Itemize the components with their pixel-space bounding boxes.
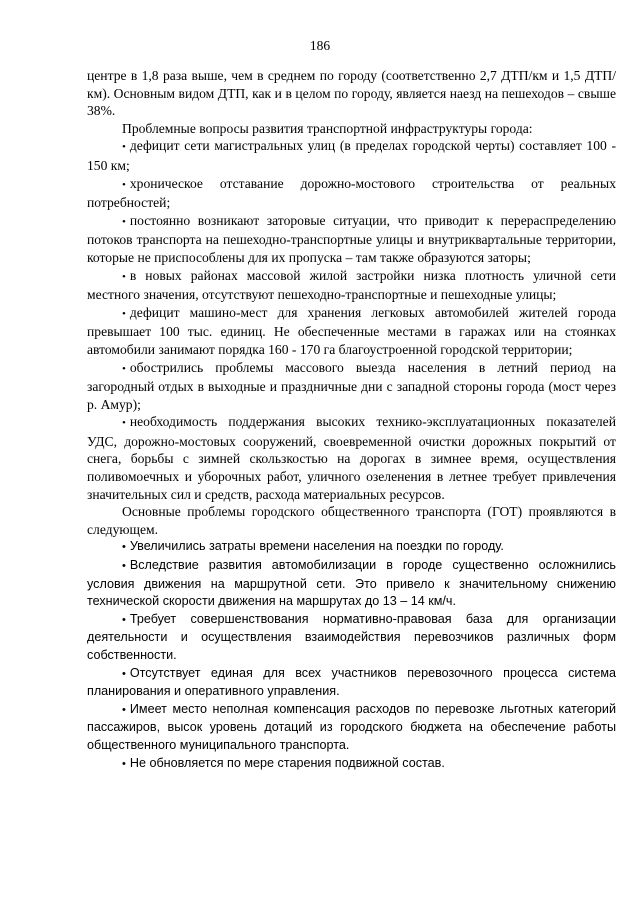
bullet-icon: • [122, 270, 126, 283]
bullet-icon: • [122, 560, 126, 573]
list-item-text: постоянно возникают заторовые ситуации, что приводит к перераспределению потоков транспорта на пешеходно-транспортные улицы и внутриквартальные территории, которые не приспособлены для их пропуска – там также образуются заторы; [87, 212, 616, 265]
list-item-text: хроническое отставание дорожно-мостового строительства от реальных потребностей; [87, 175, 616, 211]
list-item-text: в новых районах массовой жилой застройки низка плотность уличной сети местного значения, отсутствуют пешеходно-транспортные и пешеходные улицы; [87, 267, 616, 303]
got-item-1 [87, 538, 616, 557]
list-item-text: Требует совершенствования нормативно-правовая база для организации деятельности и осуществления взаимодействия перевозчиков различных форм собственности. [87, 611, 616, 662]
bullet-icon: • [122, 757, 126, 770]
bullet-icon: • [122, 362, 126, 375]
bullet-icon: • [122, 667, 126, 680]
infra-item-5 [87, 304, 616, 359]
bullet-icon: • [122, 417, 126, 430]
bullet-icon: • [122, 541, 126, 554]
list-item-text: Имеет место неполная компенсация расходов по перевозке льготных категорий пассажиров, высок уровень дотаций из городского бюджета на обеспечение работы общественного муниципального транспорта. [87, 701, 616, 752]
infra-item-2 [87, 175, 616, 212]
got-item-2 [87, 557, 616, 611]
bullet-icon: • [122, 307, 126, 320]
got-heading: Основные проблемы городского общественного транспорта (ГОТ) проявляются в следующем. [87, 504, 616, 537]
got-item-4 [87, 665, 616, 701]
bullet-icon: • [122, 703, 126, 716]
list-item-text: обострились проблемы массового выезда населения в летний период на загородный отдых в выходные и праздничные дни с западной стороны города (мост через р. Амур); [87, 359, 616, 412]
list-item-text: Не обновляется по мере старения подвижной состав. [129, 755, 445, 770]
page-number: 186 [309, 38, 331, 53]
got-item-3 [87, 611, 616, 665]
list-item-text: дефицит машино-мест для хранения легковых автомобилей жителей города превышает 100 тыс. единиц. Не обеспеченные местами в гаражах или на стоянках автомобили занимают порядка 160 - 170 га благоустроенной городской территории; [87, 304, 616, 357]
list-item-text: необходимость поддержания высоких технико-эксплуатационных показателей УДС, дорожно-мостовых сооружений, своевременной очистки дорожных покрытий от снега, борьбы с зимней скользкостью на дорогах в зимнее время, осуществления поливомоечных и уборочных работ, уличного озеленения в летнее требует привлечения значительных сил и средств, расхода материальных ресурсов. [87, 414, 616, 502]
got-item-5 [87, 701, 616, 755]
list-item-text: Отсутствует единая для всех участников перевозочного процесса система планирования и оперативного управления. [87, 665, 616, 699]
bullet-icon: • [122, 141, 126, 154]
infra-item-3 [87, 212, 616, 267]
infra-heading: Проблемные вопросы развития транспортной инфраструктуры города: [122, 120, 533, 136]
list-item-text: Увеличились затраты времени населения на поездки по городу. [129, 539, 504, 554]
got-item-6 [87, 755, 616, 774]
bullet-icon: • [122, 215, 126, 228]
list-item-text: Вследствие развития автомобилизации в городе существенно осложнились условия движения на маршрутной сети. Это привело к значительному снижению технической скорости движения на маршрутах до 13 – 14 км/ч. [87, 558, 616, 609]
infra-item-6 [87, 359, 616, 414]
intro-paragraph: центре в 1,8 раза выше, чем в среднем по городу (соответственно 2,7 ДТП/км и 1,5 ДТП/км). Основным видом ДТП, как и в целом по городу, является наезд на пешеходов – свыше 38%. [87, 68, 616, 119]
document-body [87, 67, 616, 773]
infra-item-4 [87, 267, 616, 304]
list-item-text: дефицит сети магистральных улиц (в пределах городской черты) составляет 100 - 150 км; [87, 138, 616, 173]
bullet-icon: • [122, 178, 126, 191]
bullet-icon: • [122, 613, 126, 626]
infra-item-1 [87, 137, 616, 174]
infra-item-7 [87, 413, 616, 503]
